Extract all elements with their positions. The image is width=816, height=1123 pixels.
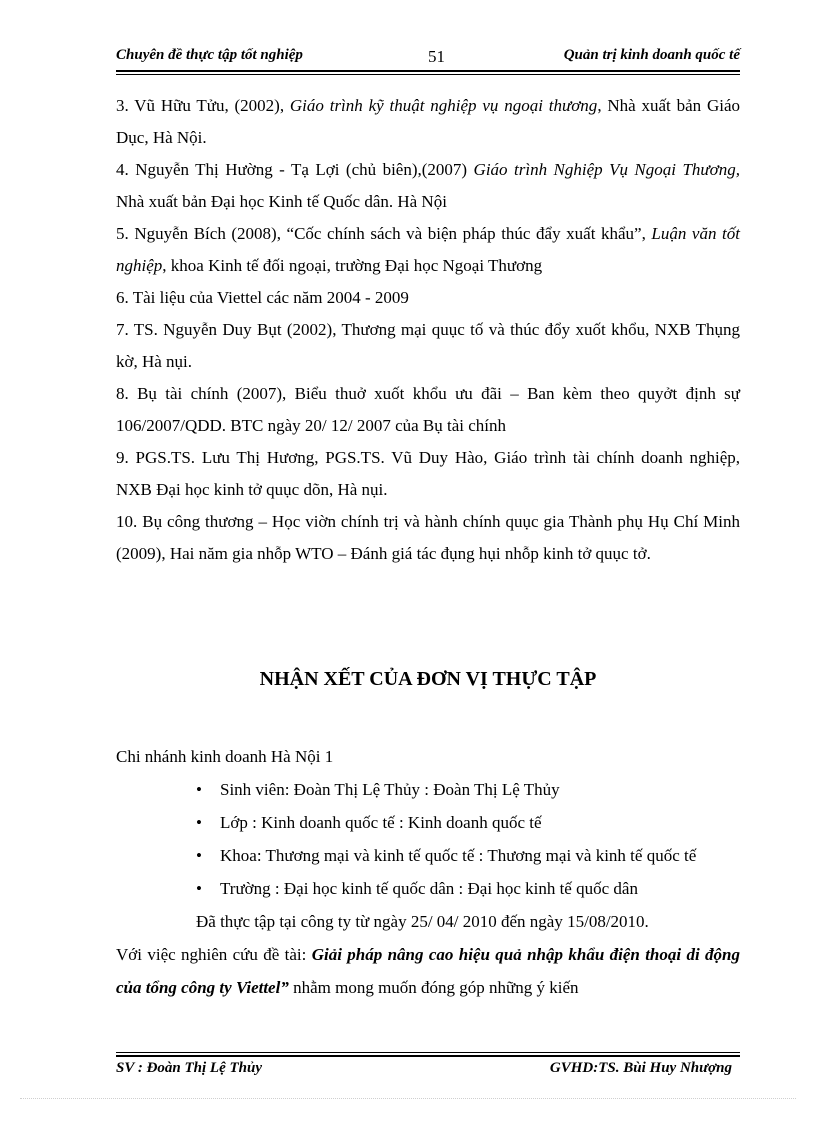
student-info-item: • Khoa: Thương mại và kinh tế quốc tế : Thương mại và kinh tế quốc tế [116,839,740,872]
reference-item: 5. Nguyễn Bích (2008), “Cốc chính sách và biện pháp thúc đẩy xuất khẩu”, Luận văn tốt nghiệp, khoa Kinh tế đối ngoại, trường Đại học Ngoại Thương [116,224,740,275]
bullet-icon: • [196,846,202,865]
header-rule-thick [116,70,740,72]
footer-rule-thick [116,1055,740,1057]
header-rule-thin [116,74,740,75]
reference-item: 3. Vũ Hữu Tửu, (2002), Giáo trình kỹ thuật nghiệp vụ ngoại thương, Nhà xuất bản Giáo Dục, Hà Nội. [116,96,740,147]
section-title: NHẬN XẾT CỦA ĐƠN VỊ THỰC TẬP [259,668,597,690]
reference-item: 9. PGS.TS. Lưu Thị Hương, PGS.TS. Vũ Duy Hào, Giáo trình tài chính doanh nghiệp, NXB Đại học kinh tở quục dõn, Hà nụi. [116,448,740,499]
footer-advisor: GVHD:TS. Bùi Huy Nhượng [549,1060,732,1076]
header-thesis-title: Chuyên đề thực tập tốt nghiệp [116,47,303,63]
reference-item: 4. Nguyễn Thị Hường - Tạ Lợi (chủ biên),(2007) Giáo trình Nghiệp Vụ Ngoại Thương, Nhà xuất bản Đại học Kinh tế Quốc dân. Hà Nội [116,160,740,211]
header-major: Quản trị kinh doanh quốc tế [563,47,740,63]
reference-item: 10. Bụ công thương – Học viờn chính trị và hành chính quục gia Thành phụ Hụ Chí Minh (2009), Hai năm gia nhỗp WTO – Đánh giá tác đụng hụi nhỗp kinh tở quục tở. [116,512,740,563]
page-edge-dots [20,1098,796,1099]
internship-report [116,740,740,1004]
reference-list [116,90,740,570]
reference-item: 7. TS. Nguyễn Duy Bụt (2002), Thương mại quục tố và thúc đổy xuốt khổu, NXB Thụng kờ, Hà nụi. [116,320,740,371]
student-info-item: • Lớp : Kinh doanh quốc tế : Kinh doanh quốc tế [116,806,740,839]
study-topic-paragraph: Với việc nghiên cứu đề tài: Giải pháp nâng cao hiệu quả nhập khẩu điện thoại di động của tổng công ty Viettel” nhằm mong muốn đóng góp những ý kiến [116,945,740,997]
student-info-list [116,773,740,905]
student-info-item: • Sinh viên: Đoàn Thị Lệ Thủy : Đoàn Thị Lệ Thủy [116,773,740,806]
bullet-icon: • [196,780,202,799]
branch-line: Chi nhánh kinh doanh Hà Nội 1 [116,747,334,766]
student-info-item: • Trường : Đại học kinh tế quốc dân : Đại học kinh tế quốc dân [116,872,740,905]
page-footer [116,1058,740,1080]
bullet-icon: • [196,813,202,832]
internship-period: Đã thực tập tại công ty từ ngày 25/ 04/ 2010 đến ngày 15/08/2010. [196,912,649,931]
topic-title: Giải pháp nâng cao hiệu quả nhập khẩu điện thoại di động của tổng công ty Viettel” [116,945,740,997]
page-header [116,44,740,68]
page-number: 51 [428,47,445,66]
reference-item: 6. Tài liệu của Viettel các năm 2004 - 2009 [116,288,409,307]
footer-student: SV : Đoàn Thị Lệ Thủy [116,1060,262,1076]
reference-item: 8. Bụ tài chính (2007), Biểu thuở xuốt khổu ưu đãi – Ban kèm theo quyởt định sự 106/2007/QDD. BTC ngày 20/ 12/ 2007 của Bụ tài chính [116,384,740,435]
footer-rule-thin [116,1052,740,1053]
bullet-icon: • [196,879,202,898]
